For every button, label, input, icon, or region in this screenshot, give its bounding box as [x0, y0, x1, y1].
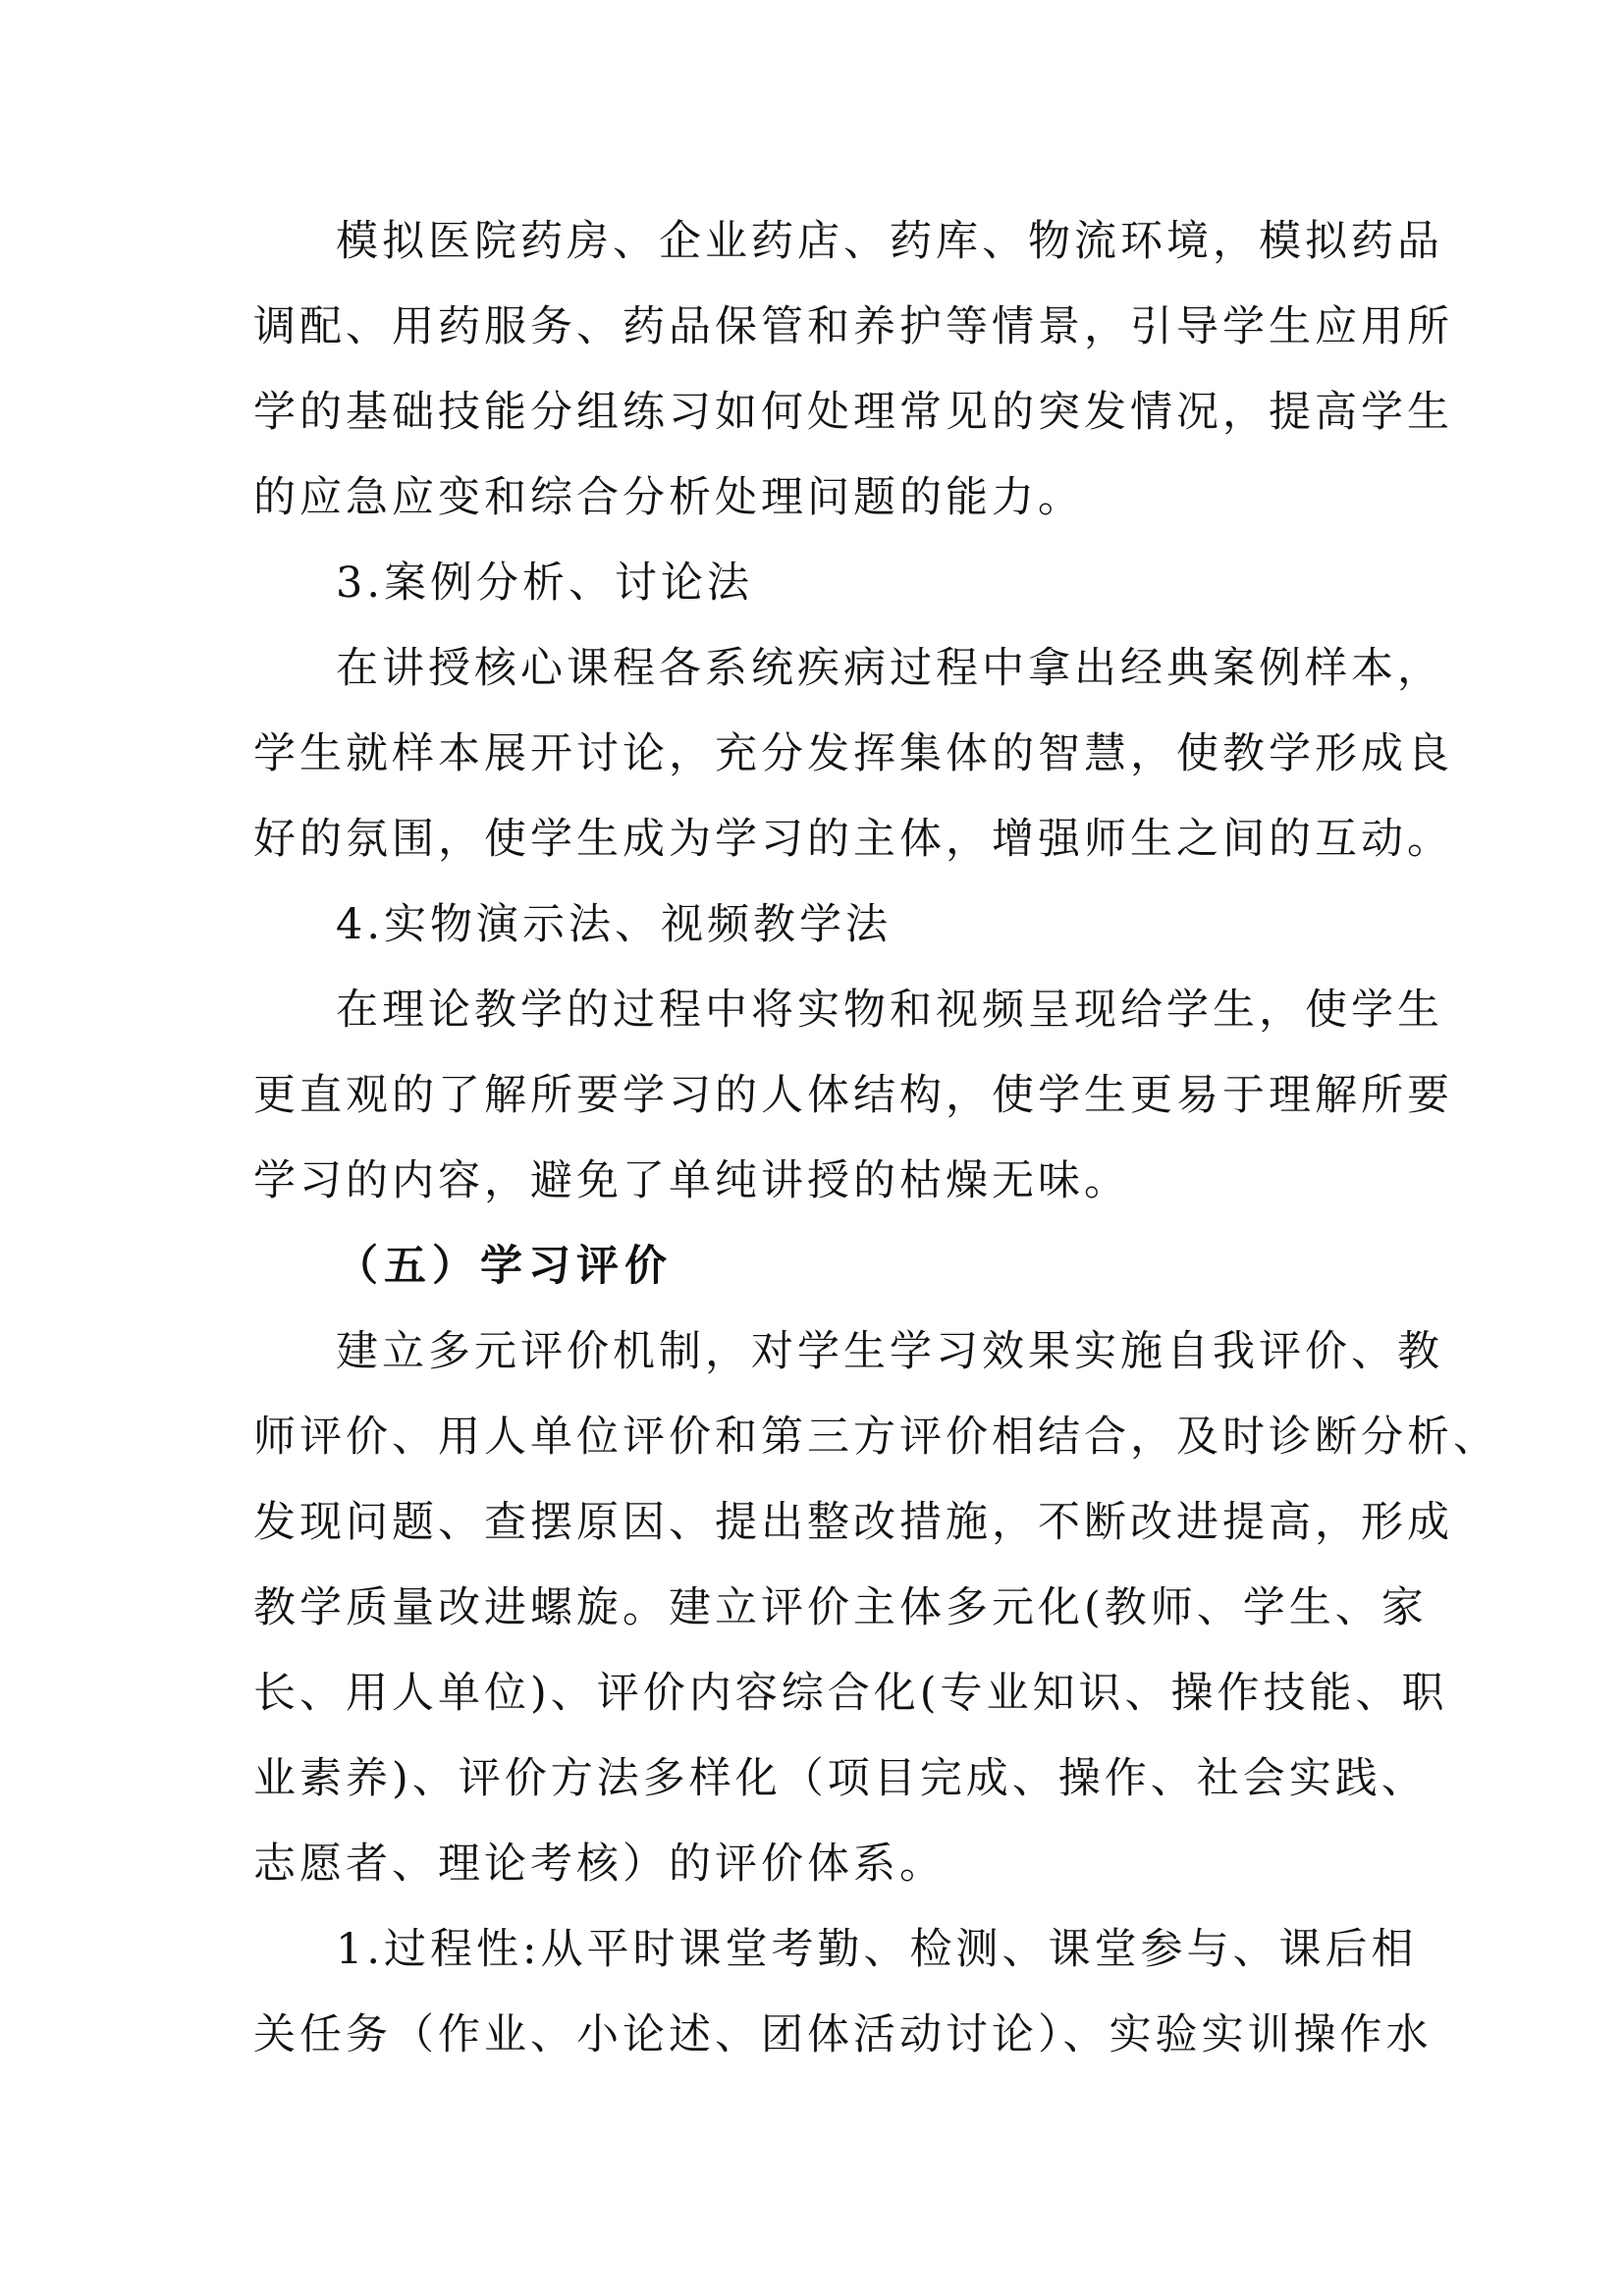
paragraph-line: 在理论教学的过程中将实物和视频呈现给学生，使学生 [336, 986, 1443, 1035]
paragraph-line: 调配、用药服务、药品保管和养护等情景，引导学生应用所 [253, 302, 1453, 351]
subsection-title: 3.案例分析、讨论法 [336, 559, 754, 608]
paragraph-line: 建立多元评价机制，对学生学习效果实施自我评价、教 [336, 1327, 1443, 1376]
subsection-title: 4.实物演示法、视频教学法 [336, 900, 893, 949]
paragraph-line: 模拟医院药房、企业药店、药库、物流环境，模拟药品 [336, 217, 1443, 266]
paragraph-line: 学习的内容，避免了单纯讲授的枯燥无味。 [253, 1156, 1130, 1205]
paragraph-line: 师评价、用人单位评价和第三方评价相结合，及时诊断分析、 [253, 1413, 1499, 1462]
paragraph-line: 更直观的了解所要学习的人体结构，使学生更易于理解所要 [253, 1071, 1453, 1120]
paragraph-line: 的应急应变和综合分析处理问题的能力。 [253, 473, 1084, 522]
paragraph-line: 长、用人单位)、评价内容综合化(专业知识、操作技能、职 [253, 1669, 1448, 1718]
paragraph-line: 业素养)、评价方法多样化（项目完成、操作、社会实践、 [253, 1754, 1428, 1803]
paragraph-line: 发现问题、查摆原因、提出整改措施，不断改进提高，形成 [253, 1498, 1453, 1547]
paragraph-line: 学的基础技能分组练习如何处理常见的突发情况，提高学生 [253, 388, 1453, 437]
paragraph-line: 在讲授核心课程各系统疾病过程中拿出经典案例样本， [336, 644, 1443, 693]
paragraph-line: 关任务（作业、小论述、团体活动讨论）、实验实训操作水 [253, 2010, 1433, 2059]
paragraph-line: 学生就样本展开讨论，充分发挥集体的智慧，使教学形成良 [253, 729, 1453, 778]
paragraph-line: 好的氛围，使学生成为学习的主体，增强师生之间的互动。 [253, 815, 1453, 864]
paragraph-line: 1.过程性:从平时课堂考勤、检测、课堂参与、课后相 [336, 1925, 1418, 1974]
paragraph-line: 教学质量改进螺旋。建立评价主体多元化(教师、学生、家 [253, 1583, 1428, 1632]
section-heading: （五）学习评价 [336, 1242, 673, 1291]
paragraph-line: 志愿者、理论考核）的评价体系。 [253, 1840, 946, 1889]
